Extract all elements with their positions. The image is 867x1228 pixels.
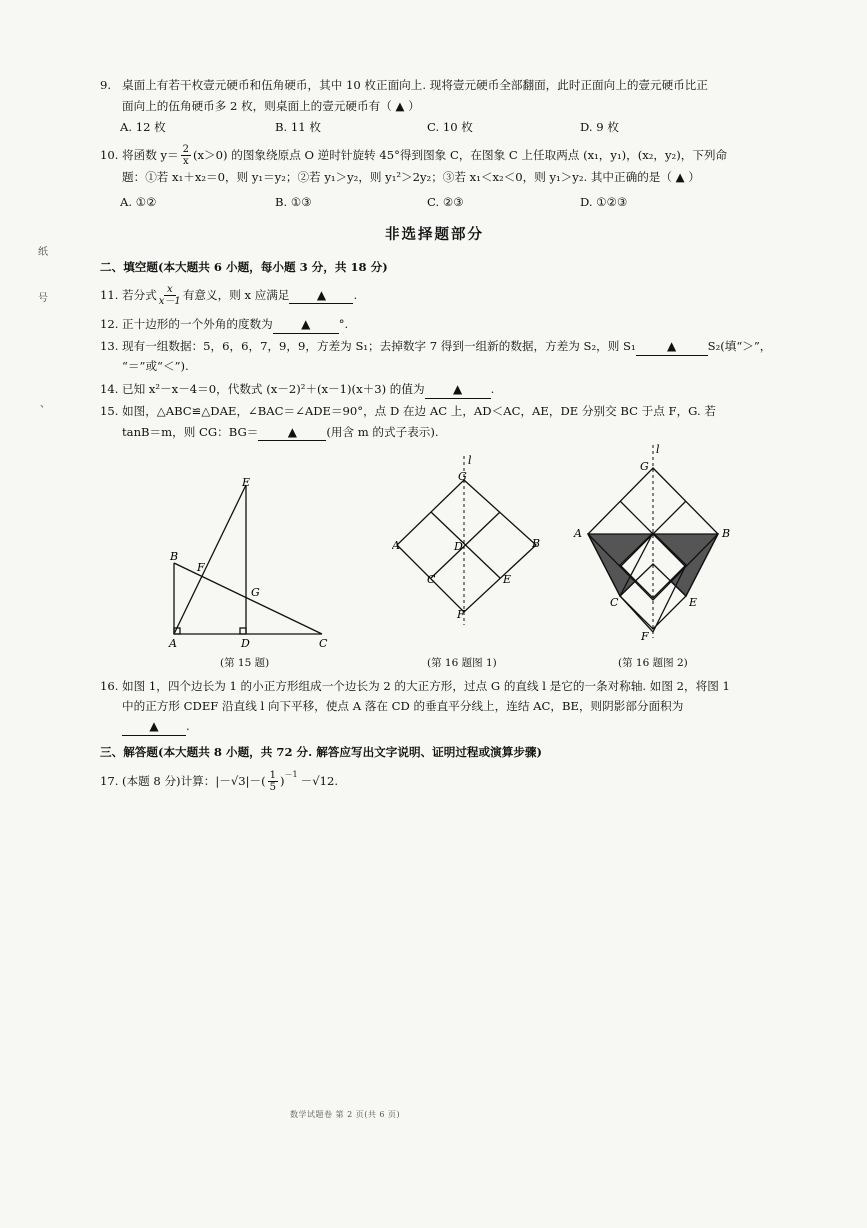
question-text: 题：①若 x₁＋x₂＝0，则 y₁＝y₂；②若 y₁＞y₂，则 y₁²＞2y₂；③若 x₁＜x₂＜0，则 y₁＞y₂. 其中正确的是（ ▲ ） bbox=[122, 170, 700, 184]
question-10 bbox=[100, 144, 800, 186]
right-angle-mark-d bbox=[240, 628, 246, 634]
option-d: D. ①②③ bbox=[580, 195, 628, 209]
point-label-b: B bbox=[170, 550, 179, 563]
question-text: . bbox=[353, 287, 358, 302]
question-text: (本题 8 分)计算：|－√3|－( bbox=[122, 773, 266, 788]
point-label-a: A bbox=[574, 527, 582, 540]
fraction-denominator: 5 bbox=[269, 782, 277, 793]
answer-blank[interactable] bbox=[425, 381, 491, 399]
option-c: C. ②③ bbox=[427, 195, 464, 209]
point-label-f: F bbox=[641, 630, 649, 643]
question-number: 15. bbox=[100, 404, 119, 418]
question-16 bbox=[100, 679, 800, 736]
section-heading: 三、解答题(本大题共 8 小题，共 72 分. 解答应写出文字说明、证明过程或演算步骤) bbox=[100, 745, 542, 759]
option-b: B. ①③ bbox=[275, 195, 312, 209]
answer-blank[interactable] bbox=[122, 718, 186, 736]
fraction bbox=[181, 144, 191, 167]
part-title: 非选择题部分 bbox=[385, 227, 484, 243]
blank-mark: ▲ bbox=[667, 339, 677, 353]
question-13 bbox=[100, 338, 800, 374]
point-label-e: E bbox=[242, 476, 251, 489]
question-text: 桌面上有若干枚壹元硬币和伍角硬币，其中 10 枚正面向上. 现将壹元硬币全部翻面，此时正面向上的壹元硬币比正 bbox=[122, 78, 708, 92]
section-heading: 二、填空题(本大题共 6 小题，每小题 3 分，共 18 分) bbox=[100, 260, 388, 274]
point-label-c: C bbox=[610, 596, 619, 609]
figure-caption: (第 16 题图 2) bbox=[618, 657, 688, 669]
question-text: 如图，△ABC≌△DAE，∠BAC＝∠ADE＝90°，点 D 在边 AC 上，AD＜AC，AE，DE 分别交 BC 于点 F，G. 若 bbox=[122, 404, 716, 418]
margin-mark: 号 bbox=[38, 293, 48, 304]
point-label-e: E bbox=[689, 596, 698, 609]
question-number: 11. bbox=[100, 287, 119, 302]
question-number: 10. bbox=[100, 147, 119, 162]
question-text: (用含 m 的式子表示). bbox=[326, 424, 439, 439]
figure-15 bbox=[160, 475, 340, 655]
point-label-c: C bbox=[427, 573, 436, 586]
question-text: 若分式 bbox=[122, 287, 157, 302]
answer-blank[interactable] bbox=[289, 287, 353, 305]
blank-mark: ▲ bbox=[452, 382, 463, 396]
point-label-g: G bbox=[251, 586, 260, 599]
question-text: (x＞0) 的图象绕原点 O 逆时针旋转 45°得到图象 C，在图象 C 上任取两点 (x₁，y₁)，(x₂，y₂)，下列命 bbox=[193, 147, 728, 162]
line-label-l: l bbox=[468, 454, 472, 467]
question-text: S₂(填“＞”， bbox=[707, 339, 772, 353]
question-text: ) bbox=[280, 773, 285, 788]
point-label-f: F bbox=[197, 561, 205, 574]
answer-blank[interactable] bbox=[273, 316, 339, 334]
question-number: 14. bbox=[100, 382, 119, 396]
point-label-b: B bbox=[532, 537, 541, 550]
question-text: 将函数 y＝ bbox=[122, 147, 179, 162]
answer-blank[interactable] bbox=[258, 424, 326, 442]
margin-mark: 纸 bbox=[38, 247, 48, 258]
exponent: －1 bbox=[284, 770, 298, 779]
question-text: 如图 1，四个边长为 1 的小正方形组成一个边长为 2 的大正方形，过点 G 的直线 l 是它的一条对称轴. 如图 2，将图 1 bbox=[122, 679, 730, 693]
question-number: 12. bbox=[100, 317, 119, 331]
question-12 bbox=[100, 316, 800, 334]
question-17 bbox=[100, 770, 800, 793]
figure-16-1 bbox=[392, 450, 552, 640]
fraction-numerator: x bbox=[164, 284, 176, 296]
blank-mark: ▲ bbox=[287, 424, 297, 439]
question-number: 17. bbox=[100, 773, 119, 788]
blank-mark: ▲ bbox=[316, 287, 327, 302]
question-9 bbox=[100, 78, 800, 114]
fraction-denominator: x－1 bbox=[158, 296, 181, 307]
point-label-c: C bbox=[319, 637, 328, 650]
question-text: °. bbox=[338, 317, 349, 331]
fraction-denominator: x bbox=[182, 156, 189, 167]
blank-mark: ▲ bbox=[149, 719, 159, 734]
fraction-numerator: 2 bbox=[182, 144, 189, 155]
point-label-g: G bbox=[458, 470, 467, 483]
point-label-a: A bbox=[392, 539, 400, 552]
question-text: 现有一组数据：5，6，6，7，9，9，方差为 S₁；去掉数字 7 得到一组新的数据，方差为 S₂，则 S₁ bbox=[122, 339, 636, 353]
question-text: tanB＝m，则 CG：BG＝ bbox=[122, 424, 259, 439]
point-label-f: F bbox=[457, 608, 465, 621]
segment-ae bbox=[174, 485, 246, 634]
question-text: 面向上的伍角硬币多 2 枚，则桌面上的壹元硬币有（ ▲ ） bbox=[122, 98, 420, 113]
point-label-a: A bbox=[169, 637, 177, 650]
question-text: . bbox=[186, 719, 190, 734]
question-14 bbox=[100, 381, 800, 399]
point-label-e: E bbox=[503, 573, 512, 586]
question-text: 正十边形的一个外角的度数为 bbox=[122, 317, 273, 331]
question-number: 9. bbox=[100, 78, 112, 92]
margin-mark: 、 bbox=[40, 399, 50, 410]
blank-mark: ▲ bbox=[301, 317, 311, 331]
answer-blank[interactable] bbox=[636, 338, 708, 356]
fraction bbox=[159, 284, 181, 307]
point-label-d: D bbox=[454, 540, 463, 553]
option-b: B. 11 枚 bbox=[275, 120, 321, 134]
option-d: D. 9 枚 bbox=[580, 120, 619, 134]
figure-caption: (第 16 题图 1) bbox=[427, 657, 497, 669]
point-label-g: G bbox=[640, 460, 649, 473]
figure-16-2 bbox=[568, 440, 738, 648]
option-c: C. 10 枚 bbox=[427, 120, 473, 134]
fraction bbox=[268, 770, 278, 793]
question-text: 有意义，则 x 应满足 bbox=[182, 287, 290, 302]
question-text: . bbox=[490, 382, 495, 396]
fraction-numerator: 1 bbox=[269, 770, 277, 781]
question-text: －√12. bbox=[300, 773, 339, 788]
question-11 bbox=[100, 284, 800, 307]
line-label-l: l bbox=[656, 443, 660, 456]
question-number: 16. bbox=[100, 679, 119, 693]
page-footer: 数学试题卷 第 2 页(共 6 页) bbox=[290, 1110, 401, 1119]
option-a: A. 12 枚 bbox=[120, 120, 166, 134]
option-a: A. ①② bbox=[120, 195, 157, 209]
point-label-d: D bbox=[241, 637, 250, 650]
question-15 bbox=[100, 404, 800, 441]
question-number: 13. bbox=[100, 339, 119, 353]
figure-caption: (第 15 题) bbox=[220, 657, 270, 669]
question-text: “＝”或“＜”). bbox=[122, 358, 189, 373]
point-label-b: B bbox=[722, 527, 731, 540]
question-text: 已知 x²－x－4＝0，代数式 (x－2)²＋(x－1)(x＋3) 的值为 bbox=[122, 382, 425, 396]
question-text: 中的正方形 CDEF 沿直线 l 向下平移，使点 A 落在 CD 的垂直平分线上，连结 AC，BE，则阴影部分面积为 bbox=[122, 698, 684, 713]
